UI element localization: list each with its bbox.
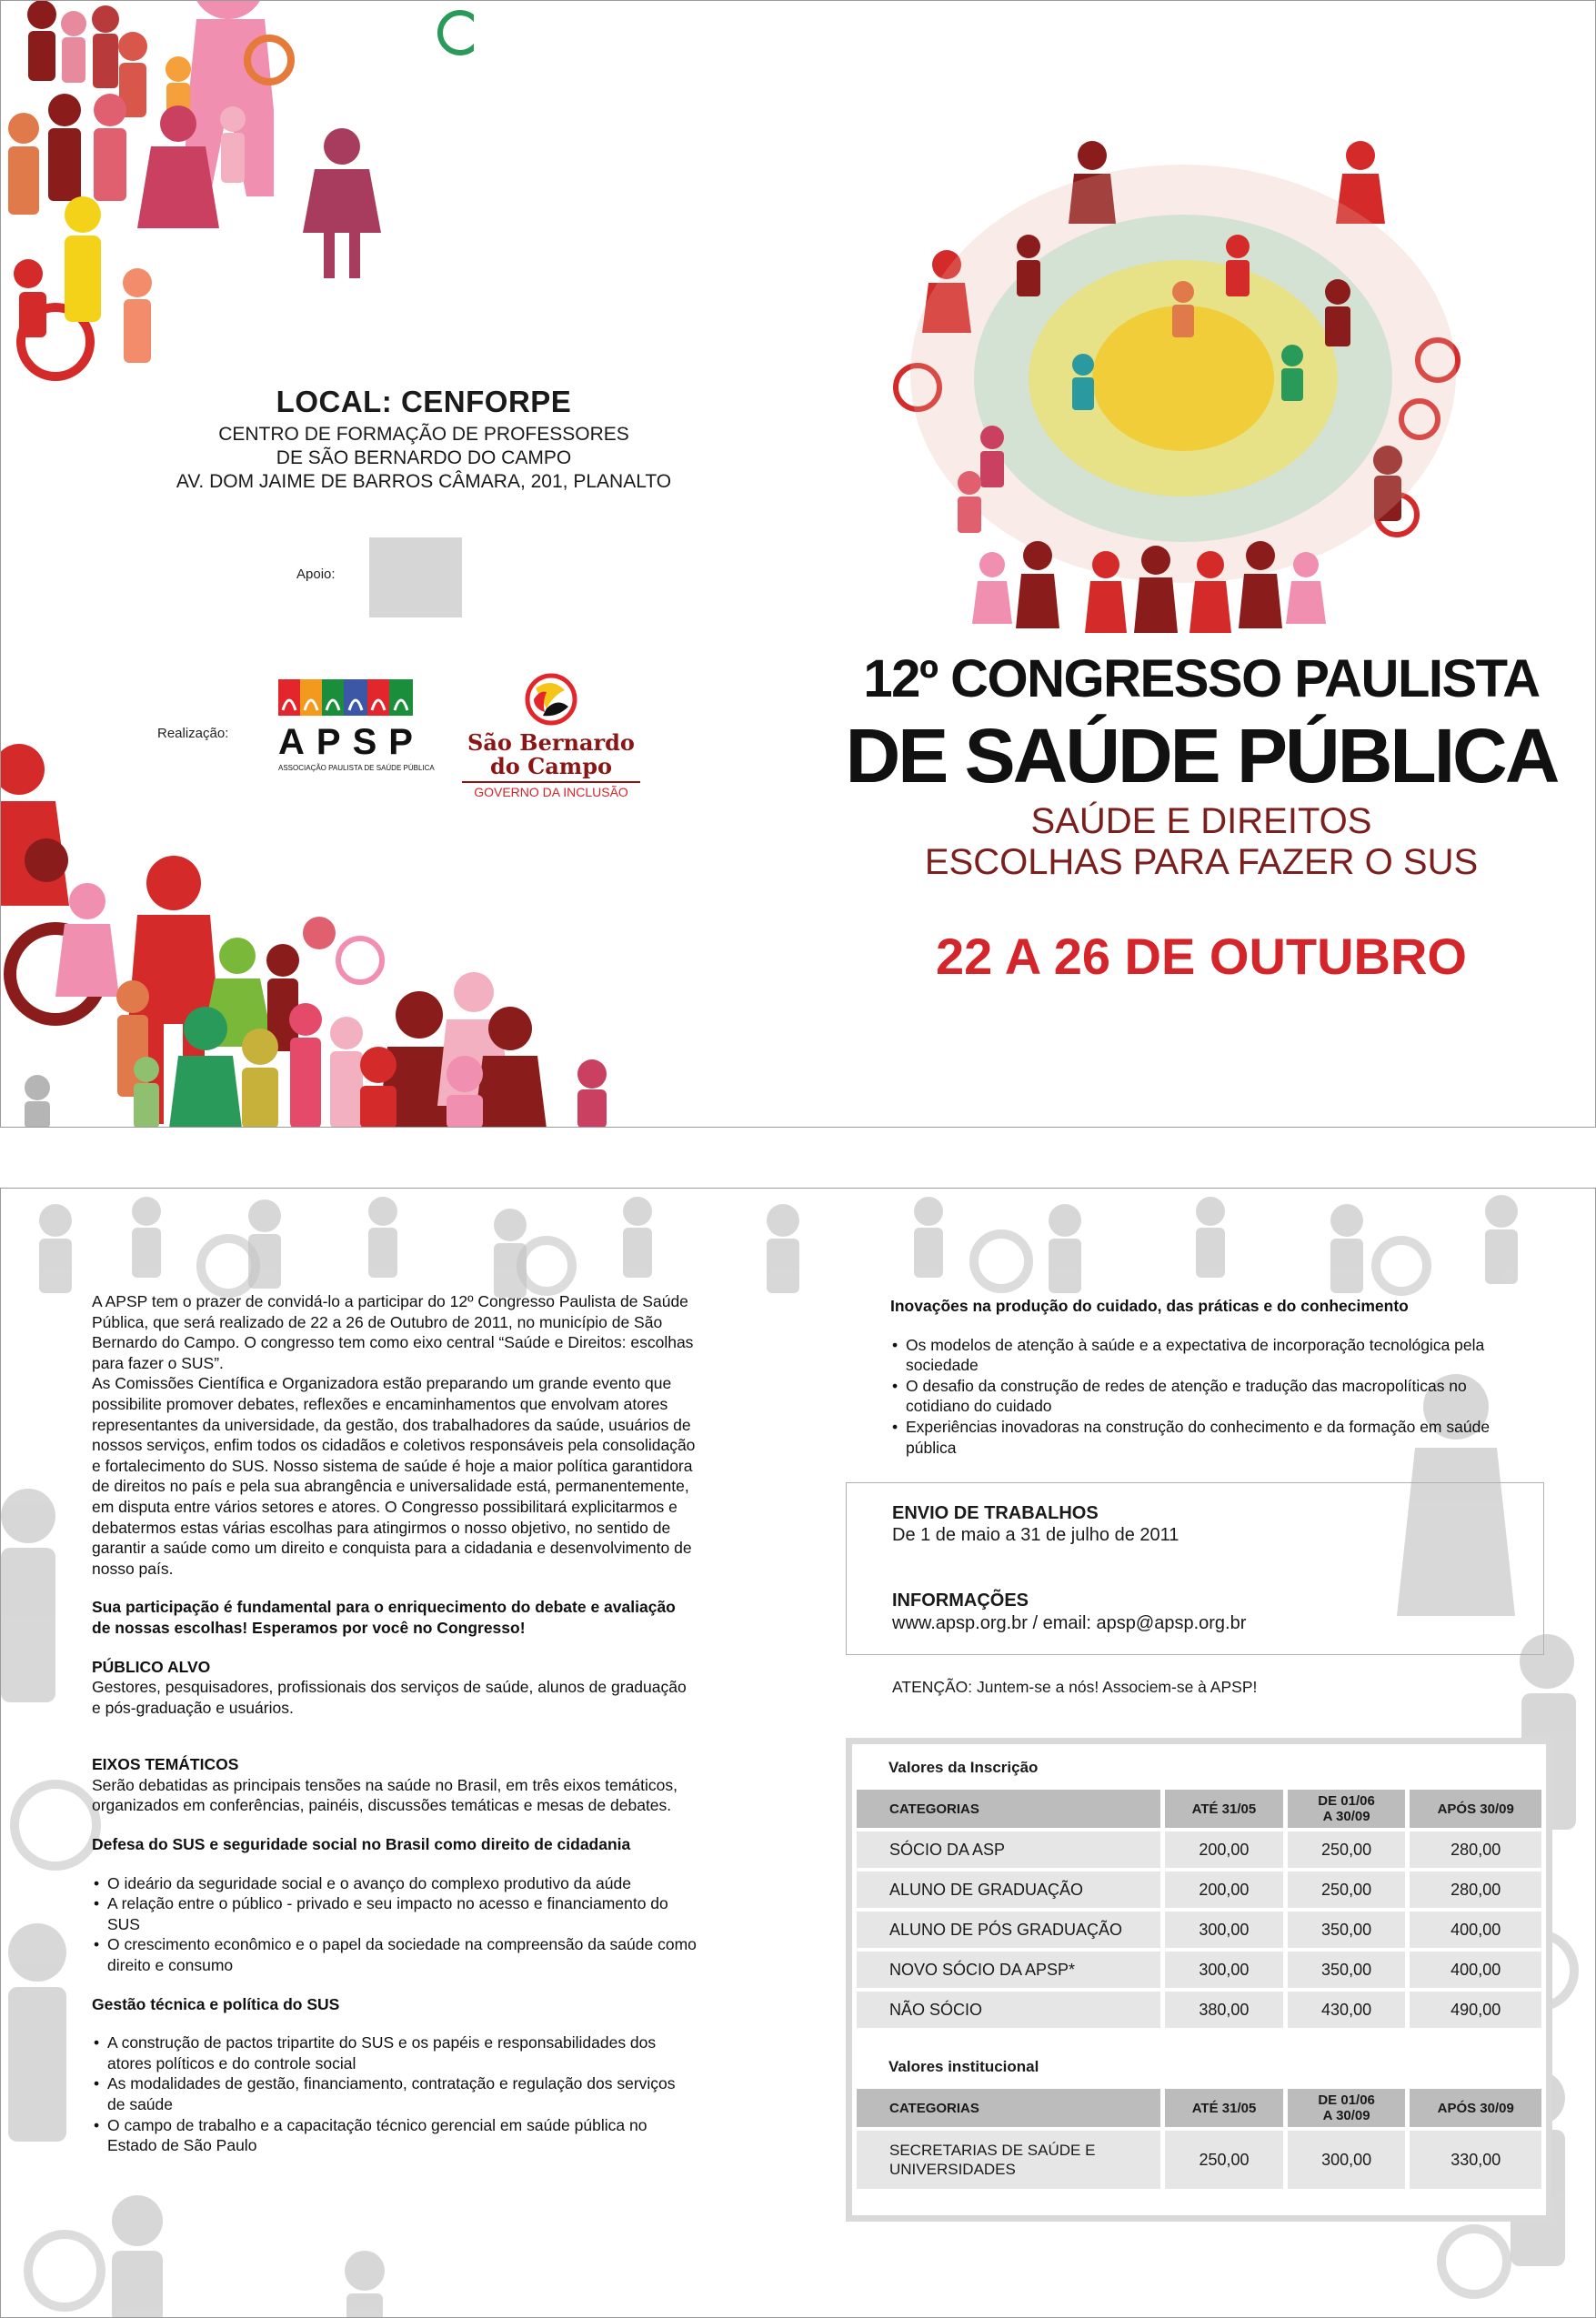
col-01-06-30-09 — [1288, 2089, 1406, 2127]
atencao-note: ATENÇÃO: Juntem-se a nós! Associem-se à APSP! — [892, 1678, 1258, 1696]
col-header-line: A 30/09 — [1322, 1809, 1370, 1824]
event-subtitle-line-1: SAÚDE E DIREITOS — [1030, 801, 1372, 841]
list-item: • Experiências inovadoras na construção do conhecimento e da formação em saúde pública — [890, 1417, 1491, 1458]
price-cell: 250,00 — [1288, 1871, 1406, 1908]
event-subtitle-line-2: ESCOLHAS PARA FAZER O SUS — [924, 842, 1479, 882]
list-item: • O campo de trabalho e a capacitação técnico gerencial em saúde pública no Estado de São Paulo — [92, 2115, 697, 2156]
sao-bernardo-name-2: do Campo — [490, 753, 612, 779]
contact-box — [846, 1482, 1544, 1655]
col-categorias: CATEGORIAS — [857, 2089, 1160, 2127]
institucional-title: Valores institucional — [888, 2058, 1039, 2075]
category-cell: NÃO SÓCIO — [857, 1992, 1160, 2028]
col-ate-31-05: ATÉ 31/05 — [1165, 1790, 1283, 1828]
envio-text: De 1 de maio a 31 de julho de 2011 — [892, 1525, 1179, 1545]
back-cover — [0, 1188, 1596, 2318]
price-cell: 430,00 — [1288, 1992, 1406, 2028]
table-row — [857, 1992, 1541, 2028]
col-header-line: DE 01/06 — [1318, 1793, 1375, 1809]
table-header-row — [857, 1790, 1541, 1828]
category-line: UNIVERSIDADES — [889, 2161, 1016, 2178]
inscricao-title: Valores da Inscrição — [888, 1759, 1039, 1776]
sao-bernardo-tagline: GOVERNO DA INCLUSÃO — [462, 781, 640, 799]
event-title-line-1: 12º CONGRESSO PAULISTA — [863, 649, 1540, 708]
price-table-panel — [846, 1738, 1552, 2222]
category-cell: NOVO SÓCIO DA APSP* — [857, 1952, 1160, 1988]
list-item: • O ideário da seguridade social e o avanço do complexo produtivo da aúde — [92, 1873, 697, 1894]
price-cell: 200,00 — [1165, 1831, 1283, 1868]
list-item: • A relação entre o público - privado e seu impacto no acesso e financiamento do SUS — [92, 1893, 697, 1934]
sao-bernardo-name-1: São Bernardo — [467, 729, 635, 756]
venue-title: LOCAL: CENFORPE — [276, 385, 572, 418]
eixo-2-title: Gestão técnica e política do SUS — [92, 1994, 340, 2013]
price-cell: 250,00 — [1165, 2131, 1283, 2189]
envio-title: ENVIO DE TRABALHOS — [892, 1503, 1099, 1523]
table-row — [857, 1831, 1541, 1868]
price-cell: 330,00 — [1410, 2131, 1541, 2189]
venue-address: AV. DOM JAIME DE BARROS CÂMARA, 201, PLANALTO — [176, 471, 672, 492]
category-cell: ALUNO DE GRADUAÇÃO — [857, 1871, 1160, 1908]
informacoes-title: INFORMAÇÕES — [892, 1590, 1029, 1611]
col-01-06-30-09 — [1288, 1790, 1406, 1828]
price-cell: 490,00 — [1410, 1992, 1541, 2028]
event-dates: 22 A 26 DE OUTUBRO — [936, 928, 1467, 985]
price-cell: 280,00 — [1410, 1831, 1541, 1868]
eixo-3-title: Inovações na produção do cuidado, das práticas e do conhecimento — [890, 1297, 1409, 1315]
right-column — [890, 1296, 1491, 1458]
inscricao-table — [852, 1786, 1546, 2032]
col-header-line: A 30/09 — [1322, 2108, 1370, 2123]
col-apos-30-09: APÓS 30/09 — [1410, 1790, 1541, 1828]
table-row — [857, 2131, 1541, 2189]
realizacao-label: Realização: — [157, 726, 229, 741]
category-cell — [857, 2131, 1160, 2189]
price-cell: 350,00 — [1288, 1952, 1406, 1988]
table-header-row — [857, 2089, 1541, 2127]
people-illustration-top-left — [1, 1, 474, 383]
sao-bernardo-emblem — [456, 672, 647, 727]
price-cell: 380,00 — [1165, 1992, 1283, 2028]
price-cell: 300,00 — [1288, 2131, 1406, 2189]
eixo-3-list — [890, 1335, 1491, 1459]
list-item: • O desafio da construção de redes de atenção e tradução das macropolíticas no cotidiano do cuidado — [890, 1376, 1491, 1417]
price-cell: 400,00 — [1410, 1912, 1541, 1948]
venue-line-2: DE SÃO BERNARDO DO CAMPO — [276, 447, 572, 468]
price-cell: 400,00 — [1410, 1952, 1541, 1988]
category-cell: ALUNO DE PÓS GRADUAÇÃO — [857, 1912, 1160, 1948]
venue-line-1: CENTRO DE FORMAÇÃO DE PROFESSORES — [218, 424, 629, 445]
publico-alvo-text: Gestores, pesquisadores, profissionais dos serviços de saúde, alunos de graduação e pós-graduação e usuários. — [92, 1678, 687, 1717]
people-cluster-illustration — [883, 137, 1501, 647]
event-title-line-2: DE SAÚDE PÚBLICA — [845, 713, 1558, 798]
apoio-label: Apoio: — [296, 567, 336, 582]
col-ate-31-05: ATÉ 31/05 — [1165, 2089, 1283, 2127]
eixo-1-title: Defesa do SUS e seguridade social no Brasil como direito de cidadania — [92, 1835, 631, 1854]
people-illustration-bottom-left — [1, 724, 628, 1128]
apsp-logo-caption: ASSOCIAÇÃO PAULISTA DE SAÚDE PÚBLICA — [278, 764, 435, 772]
publico-alvo-title: PÚBLICO ALVO — [92, 1657, 211, 1676]
intro-paragraph-2: As Comissões Científica e Organizadora estão preparando um grande evento que possibilite promover debates, reflexões e encaminhamentos que envolvam atores representantes da universidade, da gestão, dos trabalhadores da saúde, usuários de nossos serviços, enfim todos os cidadãos e coletivos responsáveis pela consolidação e fortalecimento do SUS. Nosso sistema de saúde é hoje a maior política garantidora de direitos no país e pela sua abrangência e universalidade está, permanentemente, em disputa entre vários setores e atores. O Congresso possibilitará explicitarmos e debatermos estas várias escolhas para atingirmos o nosso objetivo, no sentido de garantir a saúde como um direito e conquista para a cidadania e desenvolvimento de nosso país. — [92, 1374, 696, 1578]
col-apos-30-09: APÓS 30/09 — [1410, 2089, 1541, 2127]
sponsor-placeholder — [369, 537, 462, 617]
price-cell: 200,00 — [1165, 1871, 1283, 1908]
intro-paragraph: A APSP tem o prazer de convidá-lo a participar do 12º Congresso Paulista de Saúde Pública, que será realizado de 22 a 26 de Outubro de 2011, no município de São Bernardo do Campo. O congresso tem como eixo central “Saúde e Direitos: escolhas para fazer o SUS”. — [92, 1292, 694, 1372]
list-item: • A construção de pactos tripartite do SUS e os papéis e responsabilidades dos atores políticos e do controle social — [92, 2032, 697, 2073]
table-row — [857, 1912, 1541, 1948]
price-cell: 350,00 — [1288, 1912, 1406, 1948]
front-cover — [0, 0, 1596, 1128]
list-item: • As modalidades de gestão, financiamento, contratação e regulação dos serviços de saúde — [92, 2073, 697, 2114]
list-item: • O crescimento econômico e o papel da sociedade na compreensão da saúde como direito e consumo — [92, 1934, 697, 1975]
table-row — [857, 1952, 1541, 1988]
price-cell: 300,00 — [1165, 1912, 1283, 1948]
eixo-2-list — [92, 2032, 697, 2156]
table-row — [857, 1871, 1541, 1908]
category-line: SECRETARIAS DE SAÚDE E — [889, 2142, 1096, 2159]
price-cell: 280,00 — [1410, 1871, 1541, 1908]
category-cell: SÓCIO DA ASP — [857, 1831, 1160, 1868]
left-column — [92, 1291, 697, 2156]
list-item: • Os modelos de atenção à saúde e a expectativa de incorporação tecnológica pela sociedade — [890, 1335, 1491, 1376]
eixo-1-list — [92, 1873, 697, 1976]
apsp-logo-letters: APSP — [278, 722, 425, 762]
institucional-table — [852, 2085, 1546, 2193]
eixos-tematicos-title: EIXOS TEMÁTICOS — [92, 1755, 239, 1774]
price-cell: 250,00 — [1288, 1831, 1406, 1868]
col-categorias: CATEGORIAS — [857, 1790, 1160, 1828]
price-cell: 300,00 — [1165, 1952, 1283, 1988]
eixos-tematicos-text: Serão debatidas as principais tensões na saúde no Brasil, em três eixos temáticos, organizados em conferências, painéis, discussões temáticas e mesas de debates. — [92, 1775, 678, 1815]
informacoes-text: www.apsp.org.br / email: apsp@apsp.org.br — [892, 1613, 1247, 1633]
col-header-line: DE 01/06 — [1318, 2092, 1375, 2108]
call-to-action: Sua participação é fundamental para o enriquecimento do debate e avaliação de nossas escolhas! Esperamos por você no Congresso! — [92, 1598, 676, 1637]
apsp-logo-mark — [278, 679, 413, 716]
